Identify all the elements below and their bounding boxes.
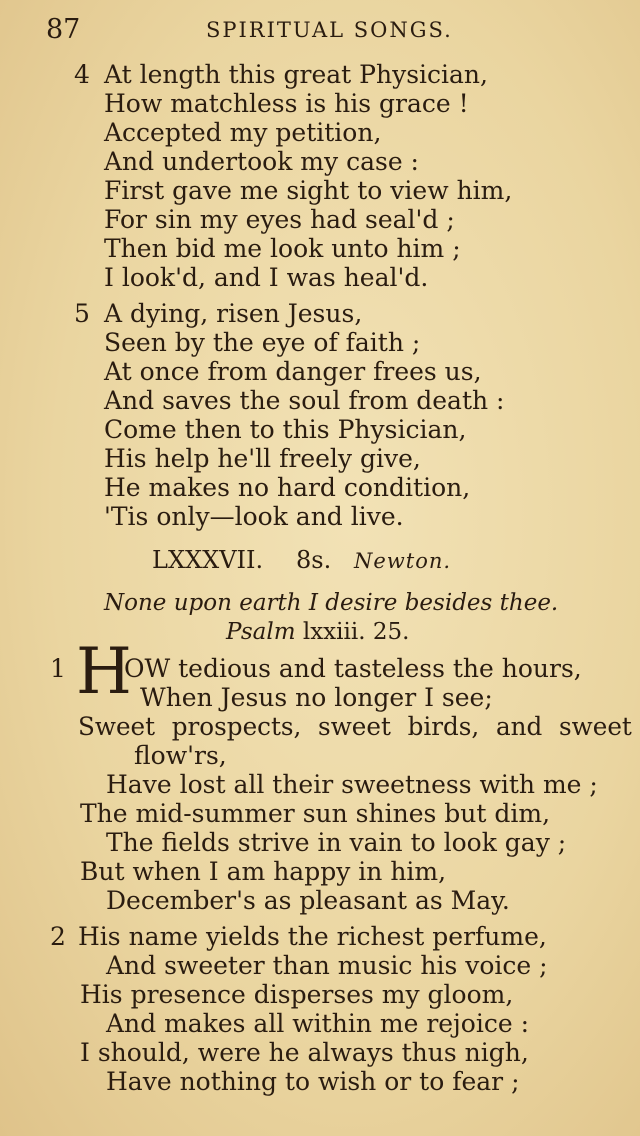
- verse-line: Then bid me look unto him ;: [104, 234, 461, 263]
- verse-line: At once from danger frees us,: [104, 357, 482, 386]
- verse-line: Have nothing to wish or to fear ;: [106, 1067, 520, 1096]
- scripture-reference: [226, 619, 409, 645]
- verse-line: How matchless is his grace !: [104, 89, 469, 118]
- verse-line: I look'd, and I was heal'd.: [104, 263, 429, 292]
- verse-line: OW tedious and tasteless the hours,: [124, 654, 582, 683]
- page-number: 87: [46, 14, 81, 45]
- verse-line: Seen by the eye of faith ;: [104, 328, 421, 357]
- verse-line: The fields strive in vain to look gay ;: [106, 828, 567, 857]
- verse-line: His help he'll freely give,: [104, 444, 421, 473]
- verse-line: At length this great Physician,: [104, 60, 488, 89]
- verse-line: First gave me sight to view him,: [104, 176, 513, 205]
- verse-number: 1: [50, 654, 66, 683]
- verse-line: But when I am happy in him,: [80, 857, 447, 886]
- verse-line: The mid-summer sun shines but dim,: [80, 799, 551, 828]
- verse-line: For sin my eyes had seal'd ;: [104, 205, 455, 234]
- hymn-author: Newton.: [354, 549, 452, 573]
- reference-numbers: lxxiii. 25.: [302, 619, 410, 645]
- verse-number: 5: [74, 299, 90, 328]
- verse-line: December's as pleasant as May.: [106, 886, 510, 915]
- verse-line: He makes no hard condition,: [104, 473, 471, 502]
- verse-number: 2: [50, 922, 66, 951]
- verse-line: And undertook my case :: [104, 147, 419, 176]
- verse-line: And sweeter than music his voice ;: [106, 951, 548, 980]
- verse-line: And saves the soul from death :: [104, 386, 505, 415]
- verse-line: A dying, risen Jesus,: [104, 299, 363, 328]
- verse-number: 4: [74, 60, 90, 89]
- drop-cap: H: [76, 635, 132, 709]
- verse-line: 'Tis only—look and live.: [104, 502, 404, 531]
- verse-line: Accepted my petition,: [104, 118, 382, 147]
- verse-line: His name yields the richest perfume,: [78, 922, 547, 951]
- running-title: SPIRITUAL SONGS.: [206, 18, 453, 42]
- epigraph: None upon earth I desire besides thee.: [104, 590, 559, 616]
- verse-line: Come then to this Physician,: [104, 415, 467, 444]
- verse-line: When Jesus no longer I see;: [140, 683, 493, 712]
- verse-line: His presence disperses my gloom,: [80, 980, 514, 1009]
- verse-line: Have lost all their sweetness with me ;: [106, 770, 598, 799]
- hymn-meter: 8s.: [296, 546, 332, 574]
- verse-line: Sweet prospects, sweet birds, and sweet: [78, 712, 632, 741]
- verse-line: I should, were he always thus nigh,: [80, 1038, 529, 1067]
- hymn-number: LXXXVII.: [152, 546, 264, 574]
- verse-line: flow'rs,: [134, 741, 227, 770]
- reference-book: Psalm: [226, 619, 296, 645]
- verse-line: And makes all within me rejoice :: [106, 1009, 530, 1038]
